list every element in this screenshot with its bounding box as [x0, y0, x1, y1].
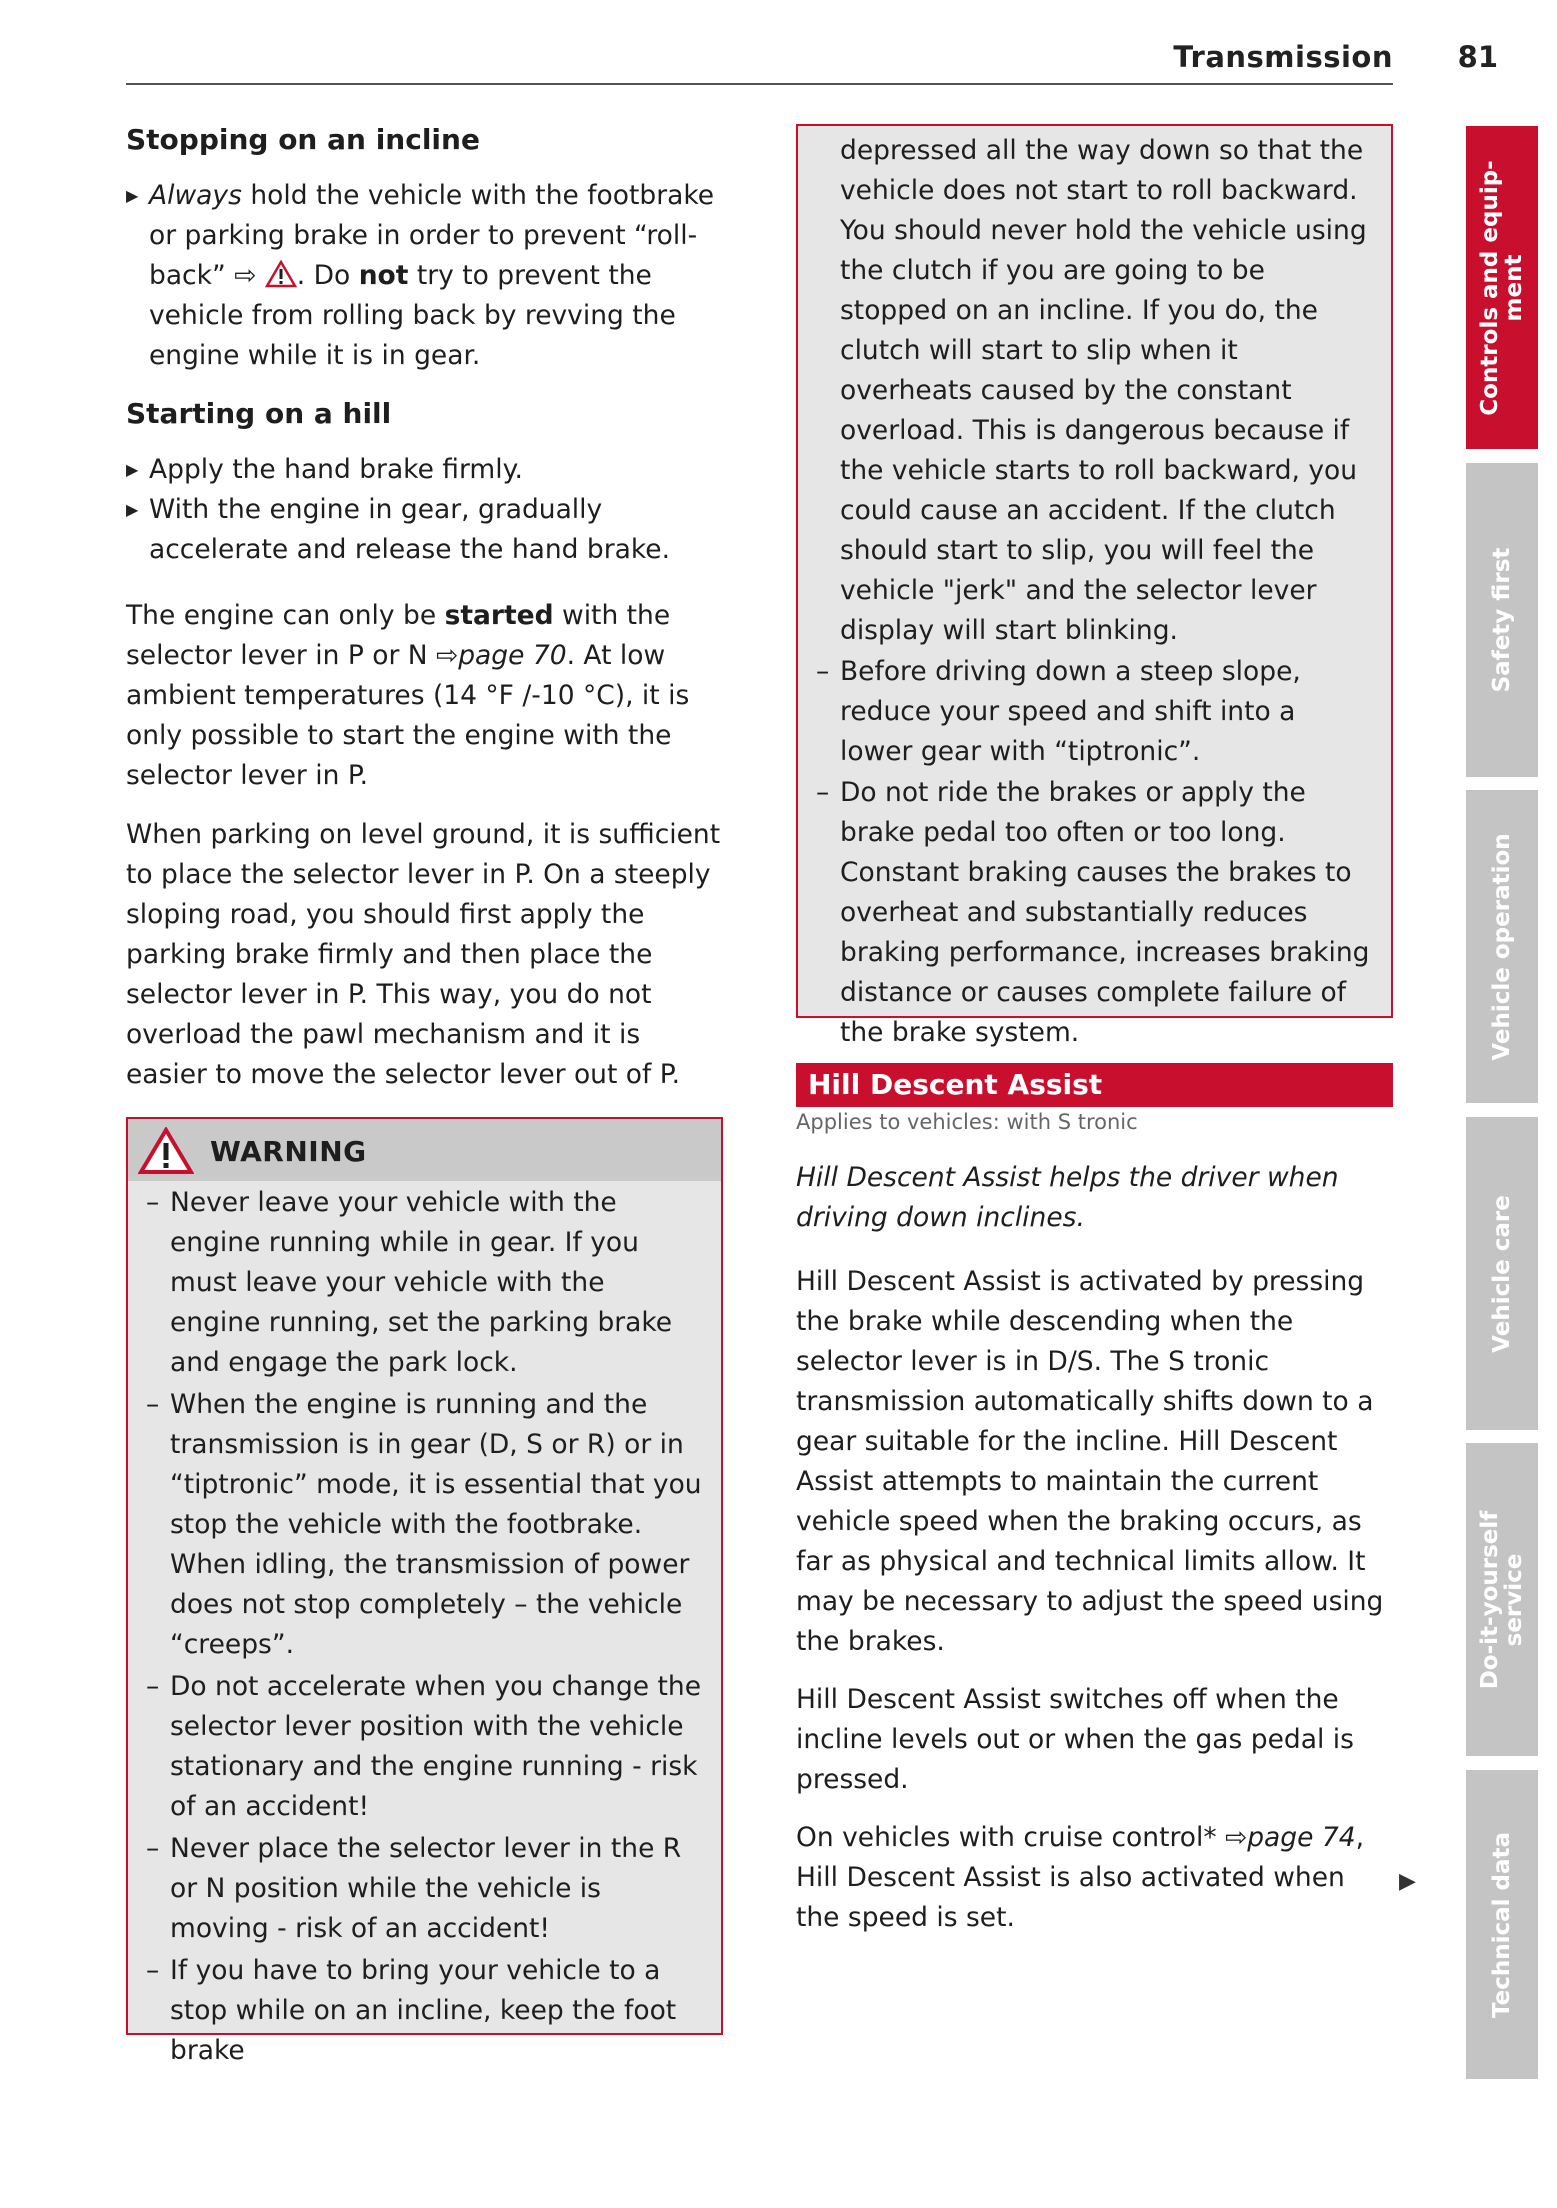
paragraph-parking: When parking on level ground, it is sufficient to place the selector lever in P. On a steeply sloping road, you should first apply the parking brake firmly and then place the selector lever in P. This way, you do not overload the pawl mechanism and it is easier to move the selector lever out of P. — [126, 819, 721, 1090]
page-number: 81 — [1457, 40, 1498, 74]
step-emphasis: Always — [149, 180, 242, 211]
hill-descent-assist-body — [796, 1158, 1393, 1938]
warning-continuation-box — [796, 124, 1393, 1048]
warning-triangle-icon — [138, 1127, 194, 1175]
tab-technical-data[interactable]: Technical data — [1466, 1770, 1538, 2079]
header-divider — [126, 83, 1393, 85]
step-text: try to prevent the vehicle from rolling back by revving the engine while it is in gear. — [149, 260, 676, 371]
left-column — [126, 120, 726, 1095]
tab-controls-and-equipment[interactable]: Controls and equip- ment — [1466, 126, 1538, 449]
step-text: . Do — [296, 260, 359, 291]
warning-title: WARNING — [210, 1135, 367, 1168]
warning-item: – When the engine is running and the transmission is in gear (D, S or R) or in “tiptronic” mode, it is essential that you stop the vehicle with the footbrake. When idling, the transmission of power does not stop completely – the vehicle “creeps”. — [146, 1389, 702, 1660]
step-text: With the engine in gear, gradually accelerate and release the hand brake. — [149, 494, 671, 565]
step-arrow-icon: ▶ — [126, 186, 139, 205]
warning-list — [128, 1181, 721, 2071]
warning-item: – Before driving down a steep slope, reduce your speed and shift into a lower gear with “tiptronic”. — [816, 656, 1301, 767]
warning-cont-paragraph: depressed all the way down so that the vehicle does not start to roll backward. You should never hold the vehicle using the clutch if you are going to be stopped on an incline. If you do, the clutch will start to slip when it overheats caused by the constant overload. This is dangerous because if the vehicle starts to roll backward, you could cause an accident. If the clutch should start to slip, you will feel the vehicle "jerk" and the selector lever display will start blinking. — [840, 135, 1367, 646]
continue-arrow-icon: ▶ — [1399, 1869, 1416, 1894]
para-text: . At low ambient temperatures (14 °F /-10 °C), it is only possible to start the engine with the selector lever in P. — [126, 640, 690, 791]
xref-arrow: ⇨ — [234, 260, 257, 291]
para-text: with the selector lever in P or N ⇨ — [126, 600, 671, 671]
warning-item: – Never place the selector lever in the R or N position while the vehicle is moving - risk of an accident! — [146, 1833, 682, 1944]
header-section-title: Transmission — [1173, 40, 1393, 74]
page-link[interactable]: page 70 — [458, 640, 567, 671]
warning-triangle-icon[interactable] — [265, 260, 297, 288]
tab-vehicle-operation[interactable]: Vehicle operation — [1466, 790, 1538, 1103]
step-text: hold the vehicle with the footbrake or parking brake in order to prevent “roll-back” — [149, 180, 715, 291]
warning-header — [128, 1119, 721, 1181]
step-item — [126, 176, 726, 376]
paragraph-engine-start — [126, 596, 726, 796]
tab-vehicle-care[interactable]: Vehicle care — [1466, 1117, 1538, 1430]
warning-cont-list — [816, 652, 1373, 1053]
hda-intro: Hill Descent Assist helps the driver when driving down inclines. — [796, 1162, 1339, 1233]
heading-stopping-on-incline: Stopping on an incline — [126, 123, 480, 156]
applies-to-note: Applies to vehicles: with S tronic — [796, 1110, 1138, 1134]
warning-box — [126, 1117, 723, 2066]
step-not: not — [358, 260, 409, 291]
starting-steps — [126, 450, 726, 570]
tab-do-it-yourself-service[interactable]: Do-it-yourself service — [1466, 1443, 1538, 1756]
para-text: The engine can only be — [126, 600, 445, 631]
hill-descent-assist-title: Hill Descent Assist — [796, 1063, 1393, 1107]
heading-starting-on-hill: Starting on a hill — [126, 397, 392, 430]
hda-paragraph: Hill Descent Assist is activated by pressing the brake while descending when the selector lever is in D/S. The S tronic transmission automatically shifts down to a gear suitable for the incline. Hill Descent Assist attempts to maintain the current vehicle speed when the braking occurs, as far as physical and technical limits allow. It may be necessary to adjust the speed using the brakes. — [796, 1266, 1384, 1657]
step-text: Apply the hand brake firmly. — [149, 454, 523, 485]
page-link[interactable]: page 74 — [1247, 1822, 1356, 1853]
warning-item: – Never leave your vehicle with the engine running while in gear. If you must leave your vehicle with the engine running, set the parking brake and engage the park lock. — [146, 1187, 673, 1378]
warning-item: – Do not accelerate when you change the selector lever position with the vehicle stationary and the engine running - risk of an accident! — [146, 1671, 702, 1822]
hda-paragraph: Hill Descent Assist switches off when the incline levels out or when the gas pedal is pressed. — [796, 1684, 1354, 1795]
stopping-steps — [126, 176, 726, 376]
step-item — [126, 490, 726, 570]
tab-safety-first[interactable]: Safety first — [1466, 463, 1538, 777]
step-arrow-icon: ▶ — [126, 460, 139, 479]
hda-paragraph: On vehicles with cruise control* ⇨page 74, Hill Descent Assist is also activated when the speed is set. — [796, 1822, 1365, 1933]
para-bold: started — [444, 600, 554, 631]
warning-item: – Do not ride the brakes or apply the brake pedal too often or too long. Constant braking causes the brakes to overheat and substantially reduces braking performance, increases braking distance or causes complete failure of the brake system. — [816, 777, 1370, 1048]
warning-item: – If you have to bring your vehicle to a stop while on an incline, keep the foot brake — [146, 1955, 677, 2066]
step-arrow-icon: ▶ — [126, 500, 139, 519]
step-item — [126, 450, 726, 490]
